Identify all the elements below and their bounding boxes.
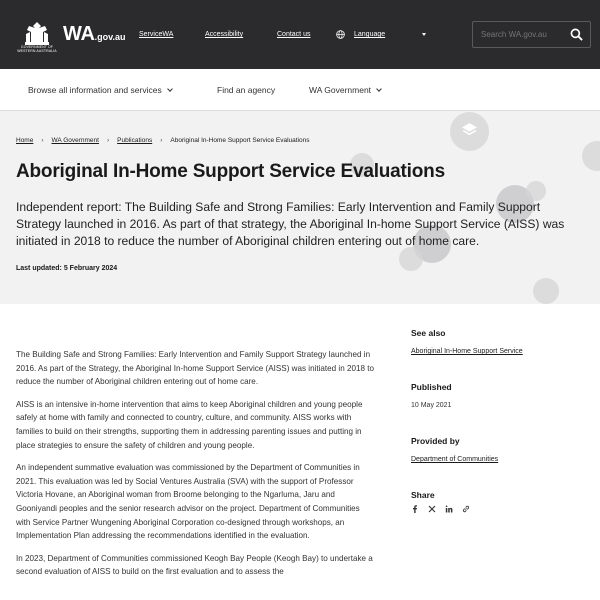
chevron-down-icon: [376, 86, 382, 92]
breadcrumb-current: Aboriginal In-Home Support Service Evaluations: [170, 137, 310, 144]
chevron-right-icon: ›: [160, 137, 163, 144]
layers-icon: [461, 121, 478, 138]
article-body: [16, 348, 374, 588]
x-icon[interactable]: [428, 505, 436, 513]
servicewa-link[interactable]: ServiceWA: [139, 31, 174, 38]
globe-icon: [336, 30, 345, 39]
breadcrumb-wa-government[interactable]: WA Government: [51, 137, 99, 144]
breadcrumb-publications[interactable]: Publications: [117, 137, 153, 144]
chevron-down-icon: [422, 33, 426, 36]
chevron-right-icon: ›: [41, 137, 44, 144]
nav-browse-all[interactable]: Browse all information and services: [28, 85, 172, 95]
linkedin-icon[interactable]: [445, 505, 453, 513]
chevron-right-icon: ›: [106, 137, 110, 144]
sidebar-meta: [411, 328, 591, 513]
chevron-down-icon: [167, 86, 173, 92]
decorative-bubble: [533, 278, 559, 304]
published-date: 10 May 2021: [411, 402, 452, 409]
breadcrumb-home[interactable]: Home: [16, 137, 34, 144]
search-box: [472, 21, 591, 48]
decorative-bubble: [526, 181, 546, 201]
contact-us-link[interactable]: Contact us: [277, 31, 311, 38]
main-nav: [0, 69, 600, 111]
share-heading: Share: [411, 490, 435, 500]
search-icon[interactable]: [570, 28, 583, 41]
see-also-heading: See also: [411, 328, 446, 338]
breadcrumb: [16, 137, 309, 144]
language-select[interactable]: Language: [354, 31, 386, 38]
article-paragraph: In 2023, Department of Communities commissioned Keogh Bay People (Keogh Bay) to undertake a second evaluation of AISS to build on the first evaluation and to assess the: [16, 553, 373, 577]
share-links: [411, 505, 591, 513]
page-summary: Independent report: The Building Safe and Strong Families: Early Intervention and Family Support Strategy launched in 2016. As part of that strategy, the Aboriginal In-home Support Service (AISS) was initiated in 2018 to reduce the number of Aboriginal children entering out of home care.: [16, 200, 565, 248]
article-paragraph: An independent summative evaluation was commissioned by the Department of Communities in 2021. This evaluation was led by Social Ventures Australia (SVA) with the support of Professor Victoria Hovane, an Aboriginal woman from Broome belonging to the Ngarluma, Jaru and Gooniyandi peoples and the senior research advisor on the project. Department of Communities with Service Partner Wungening Aboriginal Corporation co-designed through workshops, an Implementation Plan addressing the recommendations identified in the evaluation.: [16, 463, 360, 541]
crest-caption: GOVERNMENT OF WESTERN AUSTRALIA: [17, 45, 57, 53]
accessibility-link[interactable]: Accessibility: [205, 31, 244, 38]
see-also-link[interactable]: Aboriginal In-Home Support Service: [411, 348, 523, 355]
article-paragraph: AISS is an intensive in-home intervention that aims to keep Aboriginal children and young people safely at home with family and connected to country, culture, and community. AISS works with families to build on their strengths, supporting them in addressing parenting issues and putting in place strategies to ensure the safety of children and young people.: [16, 399, 363, 450]
provided-by-heading: Provided by: [411, 436, 460, 446]
wa-gov-logo[interactable]: WA.gov.au: [63, 23, 126, 45]
search-input[interactable]: [481, 30, 561, 39]
nav-find-agency[interactable]: Find an agency: [217, 85, 276, 95]
hero-banner: [0, 111, 600, 304]
published-heading: Published: [411, 382, 452, 392]
last-updated: Last updated: 5 February 2024: [16, 265, 118, 272]
decorative-bubble: [582, 141, 600, 171]
page-title: Aboriginal In-Home Support Service Evaluations: [16, 161, 445, 182]
nav-wa-government[interactable]: WA Government: [309, 85, 381, 95]
article-paragraph: The Building Safe and Strong Families: Early Intervention and Family Support Strategy launched in 2016. As part of the Strategy, the Aboriginal In-home Support Service (AISS) was initiated in 2018 to reduce the number of Aboriginal children entering out of home care.: [16, 350, 374, 387]
decorative-bubble: [399, 247, 423, 271]
link-icon[interactable]: [462, 505, 470, 513]
provided-by-link[interactable]: Department of Communities: [411, 456, 499, 463]
top-bar: [0, 0, 600, 69]
facebook-icon[interactable]: [411, 505, 419, 513]
